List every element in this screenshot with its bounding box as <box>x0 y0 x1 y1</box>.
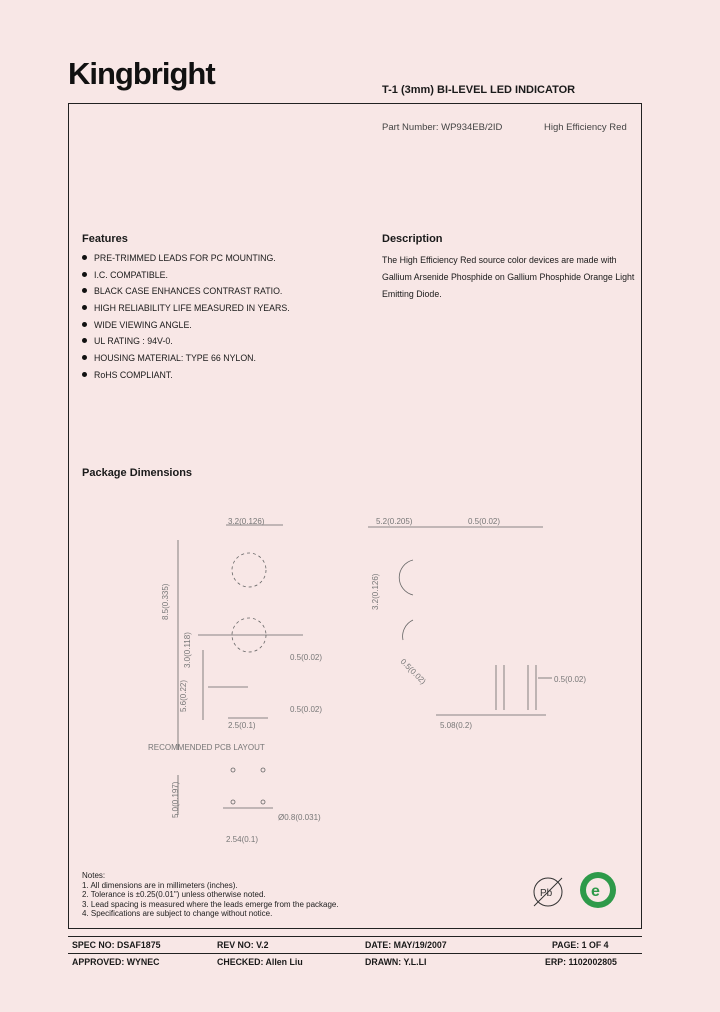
page-indicator: PAGE: 1 OF 4 <box>552 940 609 950</box>
lens-outline <box>232 553 266 587</box>
package-drawing <box>68 490 642 865</box>
dim-label: 0.5(0.02) <box>554 675 587 684</box>
dim-label: 5.08(0.2) <box>440 721 473 730</box>
package-heading: Package Dimensions <box>82 467 193 479</box>
pcb-hole <box>231 800 235 804</box>
pcb-hole <box>261 768 265 772</box>
description-text: The High Efficiency Red source color devices are made with Gallium Arsenide Phosphide on Gallium Phosphide Orange Light Emitting Diode. <box>382 255 635 299</box>
feature-item <box>82 302 290 319</box>
rohs-icon <box>576 868 620 912</box>
features-list <box>82 252 290 386</box>
document-date: DATE: MAY/19/2007 <box>365 940 447 950</box>
bullet-icon <box>82 322 87 327</box>
dim-label: 8.5(0.335) <box>161 583 170 620</box>
brand-logo: Kingbright <box>68 56 215 91</box>
feature-item <box>82 369 290 386</box>
erp-number: ERP: 1102002805 <box>545 957 617 967</box>
bullet-icon <box>82 338 87 343</box>
dim-label: 5.2(0.205) <box>376 517 413 526</box>
approved-by: APPROVED: WYNEC <box>72 957 160 967</box>
feature-item <box>82 269 290 286</box>
bullet-icon <box>82 272 87 277</box>
rohs-label: e <box>591 883 600 900</box>
bullet-icon <box>82 372 87 377</box>
drawn-by: DRAWN: Y.L.LI <box>365 957 427 967</box>
pcb-layout-label: RECOMMENDED PCB LAYOUT <box>148 743 265 752</box>
features-heading: Features <box>82 233 128 245</box>
dim-label: 2.54(0.1) <box>226 835 259 844</box>
emission-color: High Efficiency Red <box>544 122 627 133</box>
feature-item <box>82 319 290 336</box>
pcb-hole <box>231 768 235 772</box>
feature-item <box>82 252 290 269</box>
checked-by: CHECKED: Allen Liu <box>217 957 303 967</box>
part-number: Part Number: WP934EB/2ID <box>382 122 503 133</box>
pcb-hole <box>261 800 265 804</box>
note-line: 4. Specifications are subject to change without notice. <box>82 909 273 919</box>
dim-label: 5.0(0.197) <box>171 781 180 818</box>
dim-label: 3.0(0.118) <box>183 632 192 668</box>
side-lens-arc <box>399 560 413 595</box>
bullet-icon <box>82 355 87 360</box>
dim-label: 3.2(0.126) <box>371 573 380 610</box>
bullet-icon <box>82 255 87 260</box>
feature-text: RoHS COMPLIANT. <box>94 369 173 380</box>
notes-title: Notes: <box>82 871 106 880</box>
dim-label: 3.2(0.126) <box>228 517 265 526</box>
notes-block <box>82 871 339 919</box>
feature-item <box>82 285 290 302</box>
bullet-icon <box>82 305 87 310</box>
feature-text: PRE-TRIMMED LEADS FOR PC MOUNTING. <box>94 253 276 263</box>
bullet-icon <box>82 288 87 293</box>
side-lens-arc <box>403 620 413 640</box>
footer-rule <box>68 953 642 954</box>
footer-rule <box>68 936 642 937</box>
pb-free-label: Pb <box>540 888 553 899</box>
feature-item <box>82 352 290 369</box>
feature-text: HIGH RELIABILITY LIFE MEASURED IN YEARS. <box>94 303 290 314</box>
note-line: 3. Lead spacing is measured where the leads emerge from the package. <box>82 899 339 909</box>
feature-text: HOUSING MATERIAL: TYPE 66 NYLON. <box>94 353 256 364</box>
feature-item <box>82 335 290 352</box>
note-line: 1. All dimensions are in millimeters (inches). <box>82 880 238 890</box>
dim-label: 0.5(0.02) <box>398 657 428 687</box>
dim-label: 0.5(0.02) <box>468 517 501 526</box>
document-title: T-1 (3mm) BI-LEVEL LED INDICATOR <box>382 84 576 96</box>
dim-label: 5.6(0.22) <box>179 679 188 712</box>
dim-label: 0.5(0.02) <box>290 705 323 714</box>
revision-number: REV NO: V.2 <box>217 940 269 950</box>
feature-text: UL RATING : 94V-0. <box>94 336 173 347</box>
description-heading: Description <box>382 233 443 245</box>
spec-number: SPEC NO: DSAF1875 <box>72 940 161 950</box>
feature-text: I.C. COMPATIBLE. <box>94 269 168 280</box>
dim-label: 2.5(0.1) <box>228 721 256 730</box>
feature-text: WIDE VIEWING ANGLE. <box>94 319 192 330</box>
pb-free-icon <box>528 872 568 912</box>
dim-label: 0.5(0.02) <box>290 653 323 662</box>
note-line: 2. Tolerance is ±0.25(0.01") unless otherwise noted. <box>82 890 266 900</box>
dim-label: Ø0.8(0.031) <box>278 813 321 822</box>
feature-text: BLACK CASE ENHANCES CONTRAST RATIO. <box>94 286 283 297</box>
